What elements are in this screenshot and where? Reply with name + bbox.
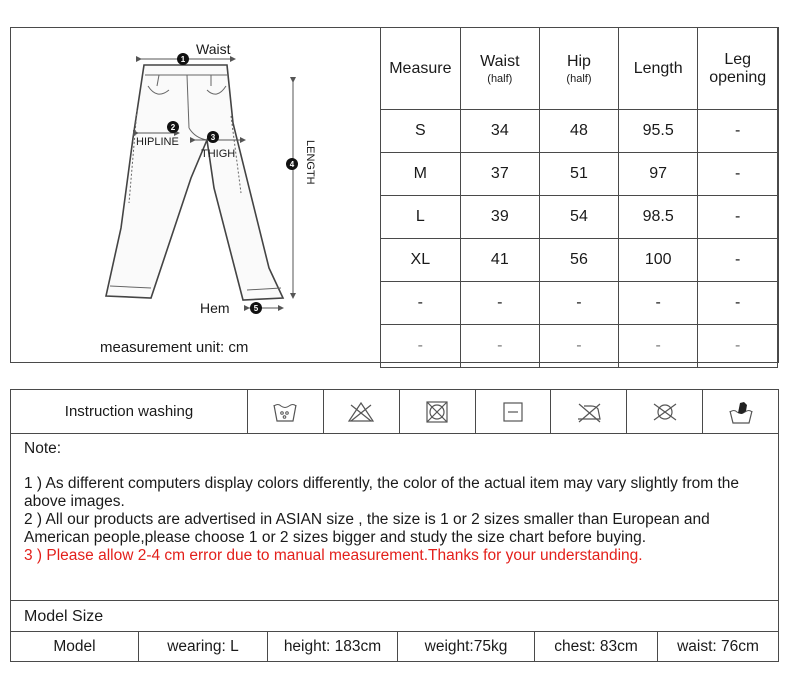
model-size-row <box>10 631 779 662</box>
table-row: S 34 48 95.5 - <box>381 110 778 153</box>
washing-instructions <box>10 389 779 434</box>
label-waist: Waist <box>196 41 231 57</box>
label-hem: Hem <box>200 300 230 316</box>
marker-2: 2 <box>170 123 176 132</box>
model-wearing: wearing: L <box>139 632 268 661</box>
model-size-title: Model Size <box>10 600 779 632</box>
label-thigh: THIGH <box>201 148 236 160</box>
marker-4: 4 <box>289 160 295 169</box>
label-length: LENGTH <box>304 140 316 185</box>
table-row: L 39 54 98.5 - <box>381 196 778 239</box>
note-line-1b: above images. <box>24 493 125 510</box>
model-weight: weight:75kg <box>398 632 535 661</box>
header-length: Length <box>618 28 697 110</box>
measurement-unit: measurement unit: cm <box>100 339 249 356</box>
model-height: height: 183cm <box>268 632 398 661</box>
table-row: M 37 51 97 - <box>381 153 778 196</box>
do-not-dry-clean-icon <box>627 390 703 433</box>
size-chart-section <box>10 27 779 363</box>
dry-flat-icon <box>476 390 552 433</box>
header-hip: Hip (half) <box>539 28 618 110</box>
washing-label: Instruction washing <box>11 390 248 433</box>
marker-1: 1 <box>180 55 186 64</box>
note-line-3: 3 ) Please allow 2-4 cm error due to manual measurement.Thanks for your understanding. <box>24 547 643 564</box>
do-not-bleach-icon <box>324 390 400 433</box>
header-measure: Measure <box>381 28 461 110</box>
size-table <box>380 27 778 368</box>
hand-wash-icon <box>703 390 778 433</box>
note-line-2b: American people,please choose 1 or 2 sizes bigger and study the size chart before buying. <box>24 529 647 546</box>
table-row: - - - - - <box>381 282 778 325</box>
model-chest: chest: 83cm <box>535 632 658 661</box>
table-row: XL 41 56 100 - <box>381 239 778 282</box>
label-hipline: HIPLINE <box>136 136 179 148</box>
do-not-iron-icon <box>551 390 627 433</box>
do-not-tumble-dry-icon <box>400 390 476 433</box>
notes-section <box>10 433 779 601</box>
note-line-2a: 2 ) All our products are advertised in ASIAN size , the size is 1 or 2 sizes smaller than European and <box>24 511 710 528</box>
table-row: - - - - - <box>381 325 778 368</box>
header-leg-opening: Leg opening <box>698 28 778 110</box>
note-line-1a: 1 ) As different computers display colors differently, the color of the actual item may vary slightly from the <box>24 475 740 492</box>
pants-illustration <box>11 28 381 362</box>
marker-3: 3 <box>210 133 216 142</box>
marker-5: 5 <box>253 304 259 313</box>
model-label: Model <box>11 632 139 661</box>
wash-30-icon <box>248 390 324 433</box>
size-table-header <box>381 28 778 110</box>
model-waist: waist: 76cm <box>677 637 759 655</box>
note-title: Note: <box>24 440 62 457</box>
pants-diagram <box>11 28 381 362</box>
header-waist: Waist (half) <box>460 28 539 110</box>
